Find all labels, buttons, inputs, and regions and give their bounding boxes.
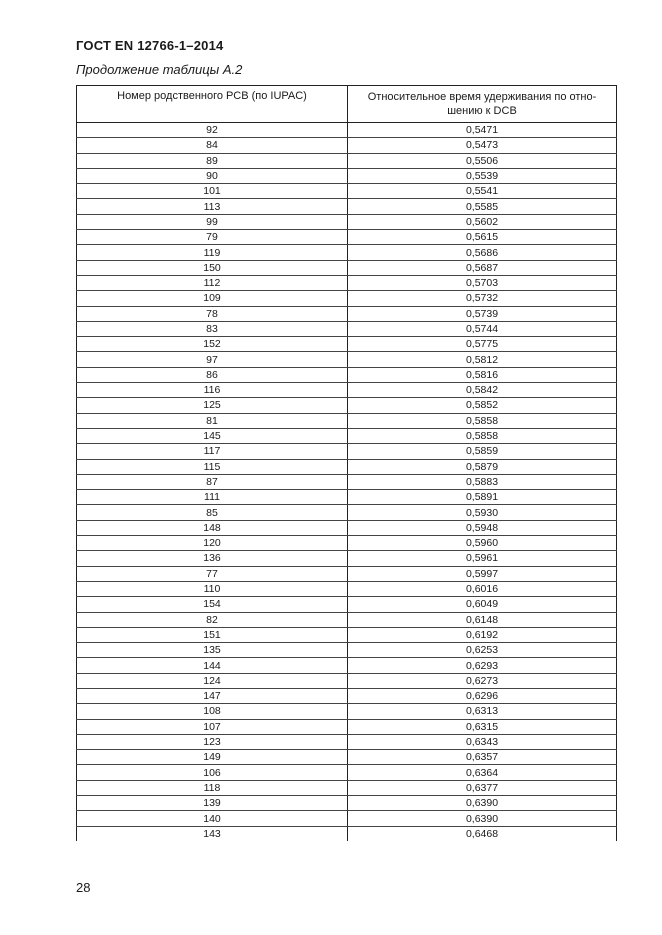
cell-pcb-number: 119 (77, 245, 348, 260)
page-number: 28 (76, 880, 91, 895)
cell-retention-time: 0,6390 (348, 796, 617, 811)
cell-pcb-number: 120 (77, 536, 348, 551)
cell-retention-time: 0,5732 (348, 291, 617, 306)
cell-pcb-number: 108 (77, 704, 348, 719)
table-row (77, 551, 617, 566)
cell-pcb-number: 106 (77, 765, 348, 780)
cell-retention-time: 0,5739 (348, 306, 617, 321)
cell-pcb-number: 136 (77, 551, 348, 566)
cell-retention-time: 0,5812 (348, 352, 617, 367)
cell-retention-time: 0,6049 (348, 597, 617, 612)
table-row (77, 474, 617, 489)
cell-retention-time: 0,5859 (348, 444, 617, 459)
cell-pcb-number: 89 (77, 153, 348, 168)
cell-pcb-number: 149 (77, 750, 348, 765)
table-row (77, 444, 617, 459)
table-caption: Продолжение таблицы А.2 (76, 62, 243, 77)
table-row (77, 321, 617, 336)
cell-retention-time: 0,5948 (348, 520, 617, 535)
cell-retention-time: 0,5471 (348, 123, 617, 138)
cell-retention-time: 0,6148 (348, 612, 617, 627)
table-row (77, 337, 617, 352)
column-header-retention-time: Относительное время удерживания по отно-шению к DCB (348, 86, 617, 123)
cell-pcb-number: 85 (77, 505, 348, 520)
cell-retention-time: 0,6357 (348, 750, 617, 765)
cell-retention-time: 0,5816 (348, 367, 617, 382)
cell-retention-time: 0,5960 (348, 536, 617, 551)
cell-pcb-number: 99 (77, 214, 348, 229)
cell-pcb-number: 86 (77, 367, 348, 382)
cell-pcb-number: 139 (77, 796, 348, 811)
table-row (77, 658, 617, 673)
cell-retention-time: 0,5539 (348, 168, 617, 183)
cell-pcb-number: 123 (77, 734, 348, 749)
table-row (77, 643, 617, 658)
table-row (77, 184, 617, 199)
cell-retention-time: 0,5585 (348, 199, 617, 214)
table-row (77, 627, 617, 642)
table-row (77, 780, 617, 795)
table-row (77, 352, 617, 367)
cell-pcb-number: 118 (77, 780, 348, 795)
cell-pcb-number: 148 (77, 520, 348, 535)
cell-retention-time: 0,6293 (348, 658, 617, 673)
cell-pcb-number: 82 (77, 612, 348, 627)
table-row (77, 153, 617, 168)
cell-pcb-number: 110 (77, 581, 348, 596)
cell-retention-time: 0,5775 (348, 337, 617, 352)
cell-pcb-number: 97 (77, 352, 348, 367)
cell-pcb-number: 79 (77, 230, 348, 245)
cell-pcb-number: 84 (77, 138, 348, 153)
cell-retention-time: 0,5858 (348, 428, 617, 443)
table-row (77, 168, 617, 183)
table-row (77, 734, 617, 749)
cell-retention-time: 0,6468 (348, 826, 617, 841)
cell-retention-time: 0,6253 (348, 643, 617, 658)
cell-pcb-number: 143 (77, 826, 348, 841)
cell-retention-time: 0,5961 (348, 551, 617, 566)
cell-pcb-number: 116 (77, 383, 348, 398)
table-row (77, 383, 617, 398)
table-row (77, 597, 617, 612)
table-row (77, 796, 617, 811)
cell-retention-time: 0,5744 (348, 321, 617, 336)
cell-retention-time: 0,6390 (348, 811, 617, 826)
table-row (77, 811, 617, 826)
cell-pcb-number: 117 (77, 444, 348, 459)
table-row (77, 520, 617, 535)
table-row (77, 459, 617, 474)
table-row (77, 428, 617, 443)
table-row (77, 367, 617, 382)
table-row (77, 306, 617, 321)
cell-pcb-number: 92 (77, 123, 348, 138)
table-header-row (77, 86, 617, 123)
cell-pcb-number: 124 (77, 673, 348, 688)
table-row (77, 245, 617, 260)
table-row (77, 490, 617, 505)
cell-pcb-number: 78 (77, 306, 348, 321)
table-row (77, 398, 617, 413)
cell-pcb-number: 77 (77, 566, 348, 581)
table-row (77, 230, 617, 245)
cell-pcb-number: 87 (77, 474, 348, 489)
cell-retention-time: 0,5852 (348, 398, 617, 413)
table-row (77, 199, 617, 214)
cell-retention-time: 0,6313 (348, 704, 617, 719)
cell-retention-time: 0,5703 (348, 275, 617, 290)
cell-retention-time: 0,6315 (348, 719, 617, 734)
cell-pcb-number: 90 (77, 168, 348, 183)
table-row (77, 214, 617, 229)
document-code: ГОСТ EN 12766-1–2014 (76, 38, 224, 53)
table-row (77, 138, 617, 153)
table-row (77, 566, 617, 581)
table-row (77, 704, 617, 719)
cell-retention-time: 0,5602 (348, 214, 617, 229)
cell-retention-time: 0,5615 (348, 230, 617, 245)
table-row (77, 123, 617, 138)
cell-pcb-number: 81 (77, 413, 348, 428)
table-row (77, 765, 617, 780)
data-table (76, 85, 617, 841)
cell-pcb-number: 109 (77, 291, 348, 306)
cell-retention-time: 0,5473 (348, 138, 617, 153)
cell-pcb-number: 115 (77, 459, 348, 474)
cell-pcb-number: 140 (77, 811, 348, 826)
table-row (77, 688, 617, 703)
cell-retention-time: 0,5930 (348, 505, 617, 520)
cell-retention-time: 0,6364 (348, 765, 617, 780)
cell-retention-time: 0,6192 (348, 627, 617, 642)
table-row (77, 719, 617, 734)
cell-retention-time: 0,5541 (348, 184, 617, 199)
table-row (77, 750, 617, 765)
cell-pcb-number: 125 (77, 398, 348, 413)
table-row (77, 505, 617, 520)
cell-pcb-number: 144 (77, 658, 348, 673)
cell-pcb-number: 150 (77, 260, 348, 275)
cell-pcb-number: 151 (77, 627, 348, 642)
table-row (77, 275, 617, 290)
table-row (77, 291, 617, 306)
cell-retention-time: 0,5506 (348, 153, 617, 168)
cell-pcb-number: 152 (77, 337, 348, 352)
cell-retention-time: 0,5891 (348, 490, 617, 505)
cell-retention-time: 0,5686 (348, 245, 617, 260)
table-row (77, 260, 617, 275)
cell-pcb-number: 135 (77, 643, 348, 658)
cell-pcb-number: 154 (77, 597, 348, 612)
cell-retention-time: 0,6016 (348, 581, 617, 596)
table-row (77, 581, 617, 596)
cell-retention-time: 0,6296 (348, 688, 617, 703)
cell-retention-time: 0,5997 (348, 566, 617, 581)
cell-retention-time: 0,6377 (348, 780, 617, 795)
table-row (77, 673, 617, 688)
cell-pcb-number: 147 (77, 688, 348, 703)
table-row (77, 536, 617, 551)
column-header-pcb-number: Номер родственного РСВ (по IUPAC) (77, 86, 348, 123)
cell-pcb-number: 83 (77, 321, 348, 336)
cell-retention-time: 0,5842 (348, 383, 617, 398)
cell-retention-time: 0,6273 (348, 673, 617, 688)
cell-pcb-number: 113 (77, 199, 348, 214)
cell-retention-time: 0,5883 (348, 474, 617, 489)
table-row (77, 826, 617, 841)
table-row (77, 612, 617, 627)
cell-pcb-number: 101 (77, 184, 348, 199)
cell-retention-time: 0,6343 (348, 734, 617, 749)
cell-pcb-number: 107 (77, 719, 348, 734)
cell-pcb-number: 145 (77, 428, 348, 443)
cell-pcb-number: 112 (77, 275, 348, 290)
cell-retention-time: 0,5858 (348, 413, 617, 428)
table-row (77, 413, 617, 428)
cell-retention-time: 0,5687 (348, 260, 617, 275)
cell-pcb-number: 111 (77, 490, 348, 505)
cell-retention-time: 0,5879 (348, 459, 617, 474)
